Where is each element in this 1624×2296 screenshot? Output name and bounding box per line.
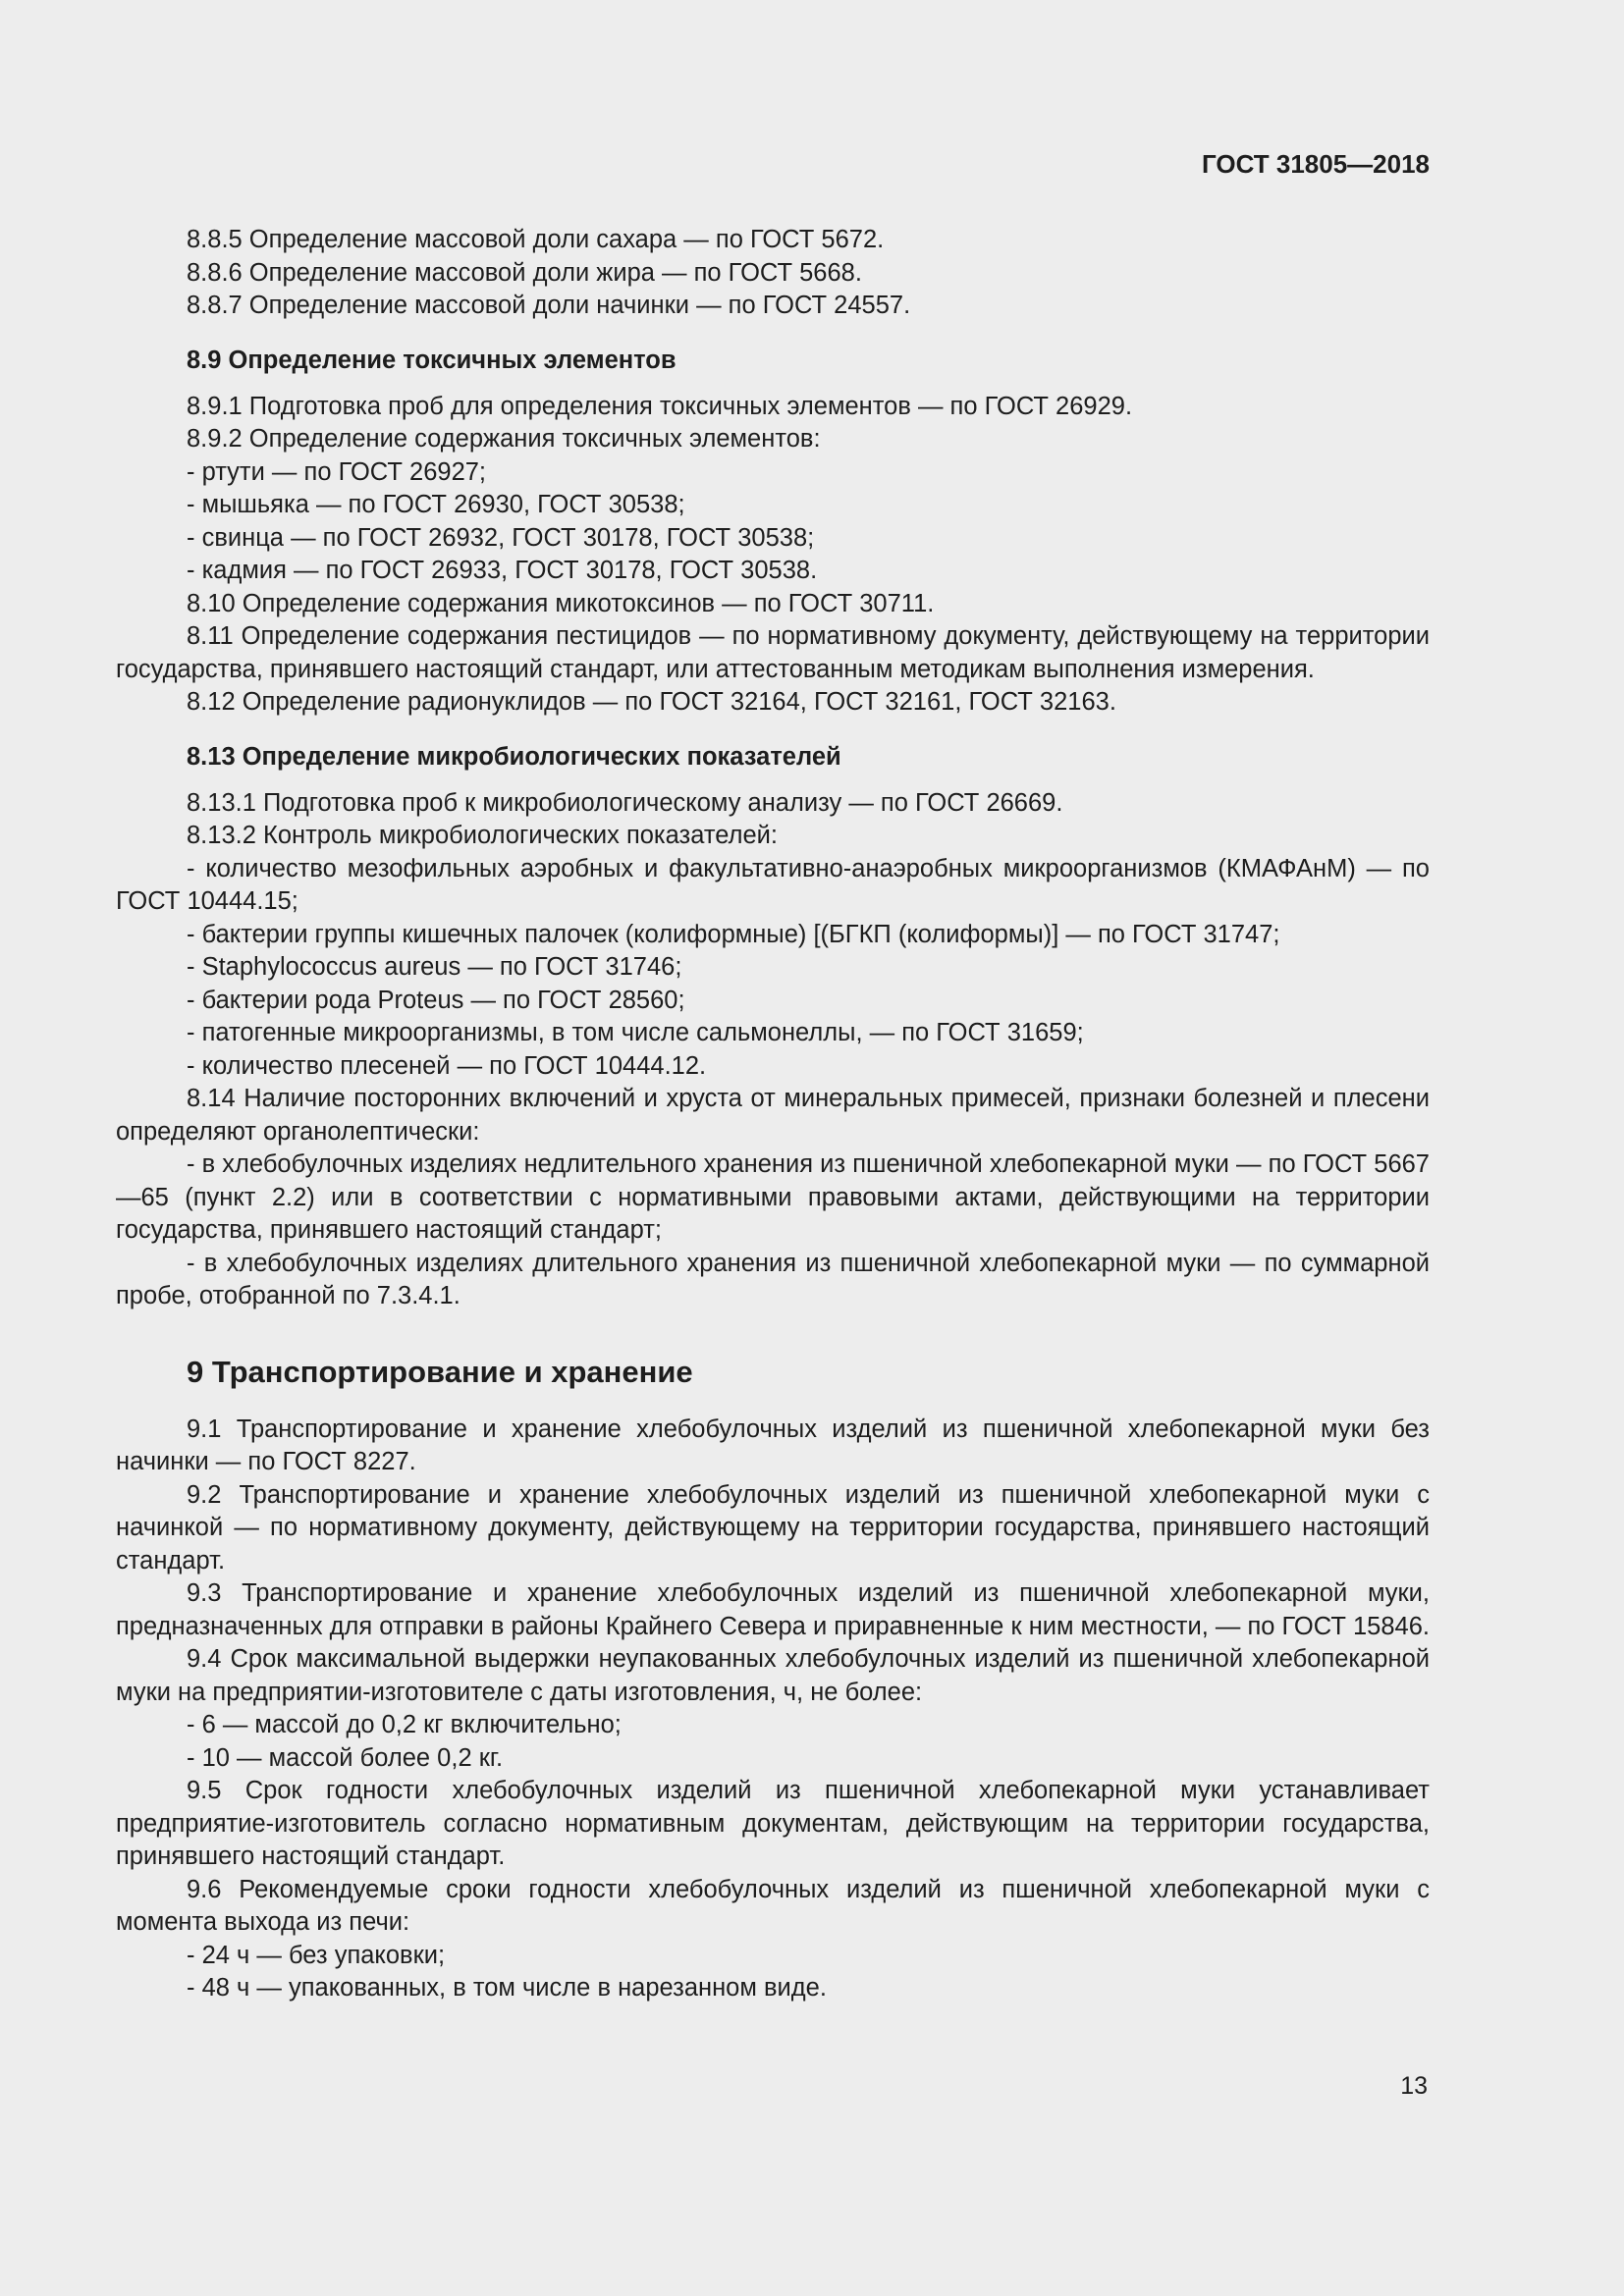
list-item-proteus: - бактерии рода Proteus — по ГОСТ 28560; (187, 986, 685, 1014)
list-item-48h: - 48 ч — упакованных, в том числе в нарезанном виде. (187, 1974, 827, 2002)
list-item-cadmium: - кадмия — по ГОСТ 26933, ГОСТ 30178, ГОСТ 30538. (187, 557, 818, 584)
list-item-arsenic: - мышьяка — по ГОСТ 26930, ГОСТ 30538; (187, 491, 685, 518)
paragraph-8-13-2: 8.13.2 Контроль микробиологических показателей: (187, 822, 778, 849)
paragraph-8-9-2: 8.9.2 Определение содержания токсичных элементов: (187, 425, 821, 453)
list-item-mass-over-0-2: - 10 — массой более 0,2 кг. (187, 1743, 504, 1772)
paragraph-8-11: 8.11 Определение содержания пестицидов — по нормативному документу, действующему на территории государства, принявшего настоящий стандарт, или аттестованным методикам выполнения измерения. (116, 622, 1430, 683)
paragraph-9-3: 9.3 Транспортирование и хранение хлебобулочных изделий из пшеничной хлебопекарной муки, предназначенных для отправки в районы Крайнего Севера и приравненные к ним местности, — по ГОСТ 15846. (116, 1579, 1430, 1640)
paragraph-9-4: 9.4 Срок максимальной выдержки неупакованных хлебобулочных изделий из пшеничной хлебопекарной муки на предприятии-изготовителе с даты изготовления, ч, не более: (116, 1645, 1430, 1706)
list-item-mercury: - ртути — по ГОСТ 26927; (187, 457, 487, 486)
list-item-molds: - количество плесеней — по ГОСТ 10444.12. (187, 1051, 707, 1080)
list-item-short-storage: - в хлебобулочных изделиях недлительного хранения из пшеничной хлебопекарной муки — по ГОСТ 5667—65 (пункт 2.2) или в соответствии с нормативными правовыми актами, действующими на территории государства, принявшего настоящий стандарт; (116, 1150, 1430, 1244)
paragraph-9-1: 9.1 Транспортирование и хранение хлебобулочных изделий из пшеничной хлебопекарной муки без начинки — по ГОСТ 8227. (116, 1415, 1430, 1475)
paragraph-9-5: 9.5 Срок годности хлебобулочных изделий из пшеничной хлебопекарной муки устанавливает предприятие-изготовитель согласно нормативным документам, действующим на территории государства, принявшего настоящий стандарт. (116, 1777, 1430, 1870)
paragraph-8-9-1: 8.9.1 Подготовка проб для определения токсичных элементов — по ГОСТ 26929. (187, 392, 1133, 420)
paragraph-8-8-6: 8.8.6 Определение массовой доли жира — по ГОСТ 5668. (187, 258, 862, 287)
list-item-mass-up-to-0-2: - 6 — массой до 0,2 кг включительно; (187, 1711, 622, 1738)
list-item-staphylococcus: - Staphylococcus aureus — по ГОСТ 31746; (187, 953, 682, 981)
subsection-heading-8-9: 8.9 Определение токсичных элементов (187, 346, 677, 374)
paragraph-8-13-1: 8.13.1 Подготовка проб к микробиологическому анализу — по ГОСТ 26669. (187, 788, 1063, 817)
paragraph-8-12: 8.12 Определение радионуклидов — по ГОСТ 32164, ГОСТ 32161, ГОСТ 32163. (187, 688, 1116, 716)
standard-code-header: ГОСТ 31805—2018 (1202, 149, 1430, 179)
paragraph-9-2: 9.2 Транспортирование и хранение хлебобулочных изделий из пшеничной хлебопекарной муки с начинкой — по нормативному документу, действующему на территории государства, принявшего настоящий стандарт. (116, 1480, 1430, 1575)
list-item-kmafanm: - количество мезофильных аэробных и факультативно-анаэробных микроорганизмов (КМАФАнМ) — по ГОСТ 10444.15; (116, 854, 1430, 915)
subsection-heading-8-13: 8.13 Определение микробиологических показателей (187, 742, 841, 771)
list-item-24h: - 24 ч — без упаковки; (187, 1941, 446, 1969)
document-body (116, 224, 1430, 2005)
paragraph-8-8-7: 8.8.7 Определение массовой доли начинки — по ГОСТ 24557. (187, 292, 911, 319)
list-item-lead: - свинца — по ГОСТ 26932, ГОСТ 30178, ГОСТ 30538; (187, 523, 815, 552)
paragraph-8-10: 8.10 Определение содержания микотоксинов — по ГОСТ 30711. (187, 589, 935, 617)
list-item-pathogens: - патогенные микроорганизмы, в том числе сальмонеллы, — по ГОСТ 31659; (187, 1019, 1084, 1046)
page-number: 13 (1400, 2072, 1428, 2100)
section-heading-9: 9 Транспортирование и хранение (187, 1354, 693, 1389)
paragraph-8-14: 8.14 Наличие посторонних включений и хруста от минеральных примесей, признаки болезней и плесени определяют органолептически: (116, 1085, 1430, 1146)
paragraph-9-6: 9.6 Рекомендуемые сроки годности хлебобулочных изделий из пшеничной хлебопекарной муки с момента выхода из печи: (116, 1875, 1430, 1936)
list-item-coliforms: - бактерии группы кишечных палочек (колиформные) [(БГКП (колиформы)] — по ГОСТ 31747; (187, 920, 1280, 948)
paragraph-8-8-5: 8.8.5 Определение массовой доли сахара — по ГОСТ 5672. (187, 226, 885, 253)
list-item-long-storage: - в хлебобулочных изделиях длительного хранения из пшеничной хлебопекарной муки — по суммарной пробе, отобранной по 7.3.4.1. (116, 1249, 1430, 1309)
